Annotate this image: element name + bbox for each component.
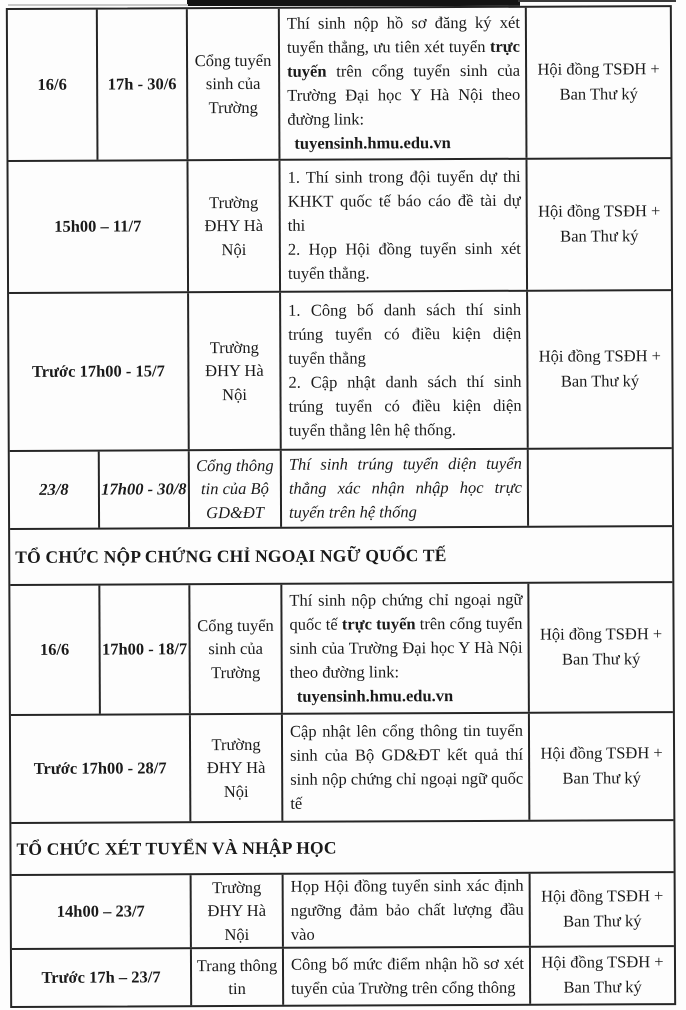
task-paragraph bbox=[290, 719, 523, 816]
schedule-table bbox=[6, 5, 676, 1008]
task-cell bbox=[282, 450, 529, 527]
time-cell: 17h - 30/6 bbox=[98, 9, 189, 159]
task-paragraph bbox=[290, 684, 523, 709]
table-row bbox=[8, 159, 671, 294]
task-cell bbox=[280, 160, 528, 291]
section-header-row bbox=[10, 527, 672, 586]
task-text-segment: tuyensinh.hmu.edu.vn bbox=[296, 686, 454, 706]
task-cell bbox=[280, 8, 528, 159]
scan-artifact-top-line bbox=[518, 0, 676, 2]
date-cell: 16/6 bbox=[8, 10, 99, 160]
date-cell: 16/6 bbox=[10, 586, 101, 714]
date-cell: 23/8 bbox=[10, 452, 100, 528]
task-text-segment: trên cổng tuyển sinh của Trường Đại học Y Hà Nội theo đường link: bbox=[289, 613, 523, 682]
table-row bbox=[11, 713, 673, 824]
scan-artifact-faint-line bbox=[8, 4, 188, 6]
task-text-segment: Cập nhật lên cổng thông tin tuyển sinh của Bộ GD&ĐT kết quả thí sinh nộp chứng chỉ ngoại ngữ quốc tế bbox=[289, 720, 524, 813]
responsible-cell: Hội đồng TSĐH + Ban Thư ký bbox=[538, 201, 661, 246]
task-cell bbox=[284, 874, 531, 947]
location-cell: Trường ĐHY Hà Nội bbox=[192, 875, 284, 947]
task-paragraph bbox=[288, 237, 521, 286]
table-row bbox=[12, 873, 674, 950]
task-paragraph bbox=[288, 165, 521, 238]
table-row bbox=[10, 583, 673, 716]
location-cell: Cổng tuyển sinh của Trường bbox=[188, 9, 281, 159]
task-cell bbox=[284, 948, 531, 1005]
location-cell: Trường ĐHY Hà Nội bbox=[191, 715, 283, 821]
responsible-cell: Hội đồng TSĐH + Ban Thư ký bbox=[541, 952, 664, 997]
location-cell: Cổng tuyển sinh của Trường bbox=[190, 585, 283, 713]
responsible-cell bbox=[529, 449, 672, 526]
time-cell: 17h00 - 18/7 bbox=[100, 585, 191, 713]
task-cell bbox=[282, 584, 530, 713]
task-paragraph bbox=[287, 11, 521, 132]
datetime-cell: 15h00 – 11/7 bbox=[8, 161, 189, 292]
responsible-cell: Hội đồng TSĐH + Ban Thư ký bbox=[540, 743, 663, 788]
task-text-segment: 1. Thí sinh trong đội tuyển dự thi KHKT quốc tế báo cáo đề tài dự thi bbox=[287, 166, 521, 235]
location-cell: Trang thông tin bbox=[192, 949, 284, 1005]
task-cell bbox=[281, 292, 529, 449]
responsible-cell: Hội đồng TSĐH + Ban Thư ký bbox=[541, 886, 664, 931]
datetime-cell: 14h00 – 23/7 bbox=[12, 875, 192, 948]
task-text-segment: Công bố mức điểm nhận hồ sơ xét tuyển của Trường trên cổng thông bbox=[290, 953, 525, 998]
task-text-segment: trên cổng tuyển sinh của Trường Đại học Y Hà Nội theo đường link: bbox=[287, 60, 521, 129]
responsible-cell: Hội đồng TSĐH + Ban Thư ký bbox=[539, 624, 663, 669]
task-paragraph bbox=[288, 298, 521, 371]
task-text-segment: Họp Hội đồng tuyển sinh xác định ngưỡng đảm bảo chất lượng đầu vào bbox=[290, 875, 524, 944]
task-paragraph bbox=[291, 952, 524, 1001]
task-cell bbox=[283, 714, 530, 821]
task-text-segment: trực tuyến bbox=[341, 614, 416, 634]
section-header-row bbox=[11, 821, 673, 876]
table-row bbox=[10, 449, 672, 530]
responsible-cell: Hội đồng TSĐH + Ban Thư ký bbox=[537, 59, 660, 104]
section-title: TỔ CHỨC XÉT TUYỂN VÀ NHẬP HỌC bbox=[16, 837, 337, 859]
task-text-segment: 2. Cập nhật danh sách thí sinh trúng tuyển có điều kiện diện tuyển thẳng lên hệ thống. bbox=[288, 371, 522, 440]
table-row bbox=[12, 947, 674, 1006]
section-title: TỔ CHỨC NỘP CHỨNG CHỈ NGOẠI NGỮ QUỐC TẾ bbox=[15, 544, 447, 567]
task-paragraph bbox=[289, 588, 522, 685]
responsible-cell: Hội đồng TSĐH + Ban Thư ký bbox=[538, 346, 661, 391]
table-row bbox=[8, 7, 671, 162]
task-text-segment: tuyensinh.hmu.edu.vn bbox=[294, 133, 451, 153]
task-text-segment: Thí sinh nộp chứng chỉ ngoại ngữ quốc tế bbox=[289, 589, 523, 634]
location-cell: Trường ĐHY Hà Nội bbox=[189, 293, 282, 449]
datetime-cell: Trước 17h – 23/7 bbox=[12, 949, 192, 1006]
task-paragraph bbox=[288, 370, 521, 443]
task-text-segment: Thí sinh nộp hồ sơ đăng ký xét tuyển thẳng, ưu tiên xét tuyển bbox=[286, 12, 520, 57]
datetime-cell: Trước 17h00 - 28/7 bbox=[11, 715, 191, 822]
task-text-segment: 1. Công bố danh sách thí sinh trúng tuyển có điều kiện diện tuyển thẳng bbox=[288, 299, 522, 368]
task-paragraph bbox=[289, 452, 522, 525]
table-row bbox=[9, 291, 672, 452]
time-cell: 17h00 - 30/8 bbox=[100, 451, 190, 527]
datetime-cell: Trước 17h00 - 15/7 bbox=[9, 293, 190, 450]
location-cell: Cổng thông tin của Bộ GD&ĐT bbox=[190, 451, 282, 527]
task-paragraph bbox=[287, 131, 520, 156]
location-cell: Trường ĐHY Hà Nội bbox=[188, 161, 281, 291]
task-text-segment: trực tuyến bbox=[287, 36, 521, 81]
task-text-segment: Thí sinh trúng tuyển diện tuyển thẳng xác nhận nhập học trực tuyến trên hệ thống bbox=[288, 453, 522, 522]
task-paragraph bbox=[291, 874, 524, 947]
task-text-segment: 2. Họp Hội đồng tuyển sinh xét tuyển thẳng. bbox=[287, 238, 521, 283]
